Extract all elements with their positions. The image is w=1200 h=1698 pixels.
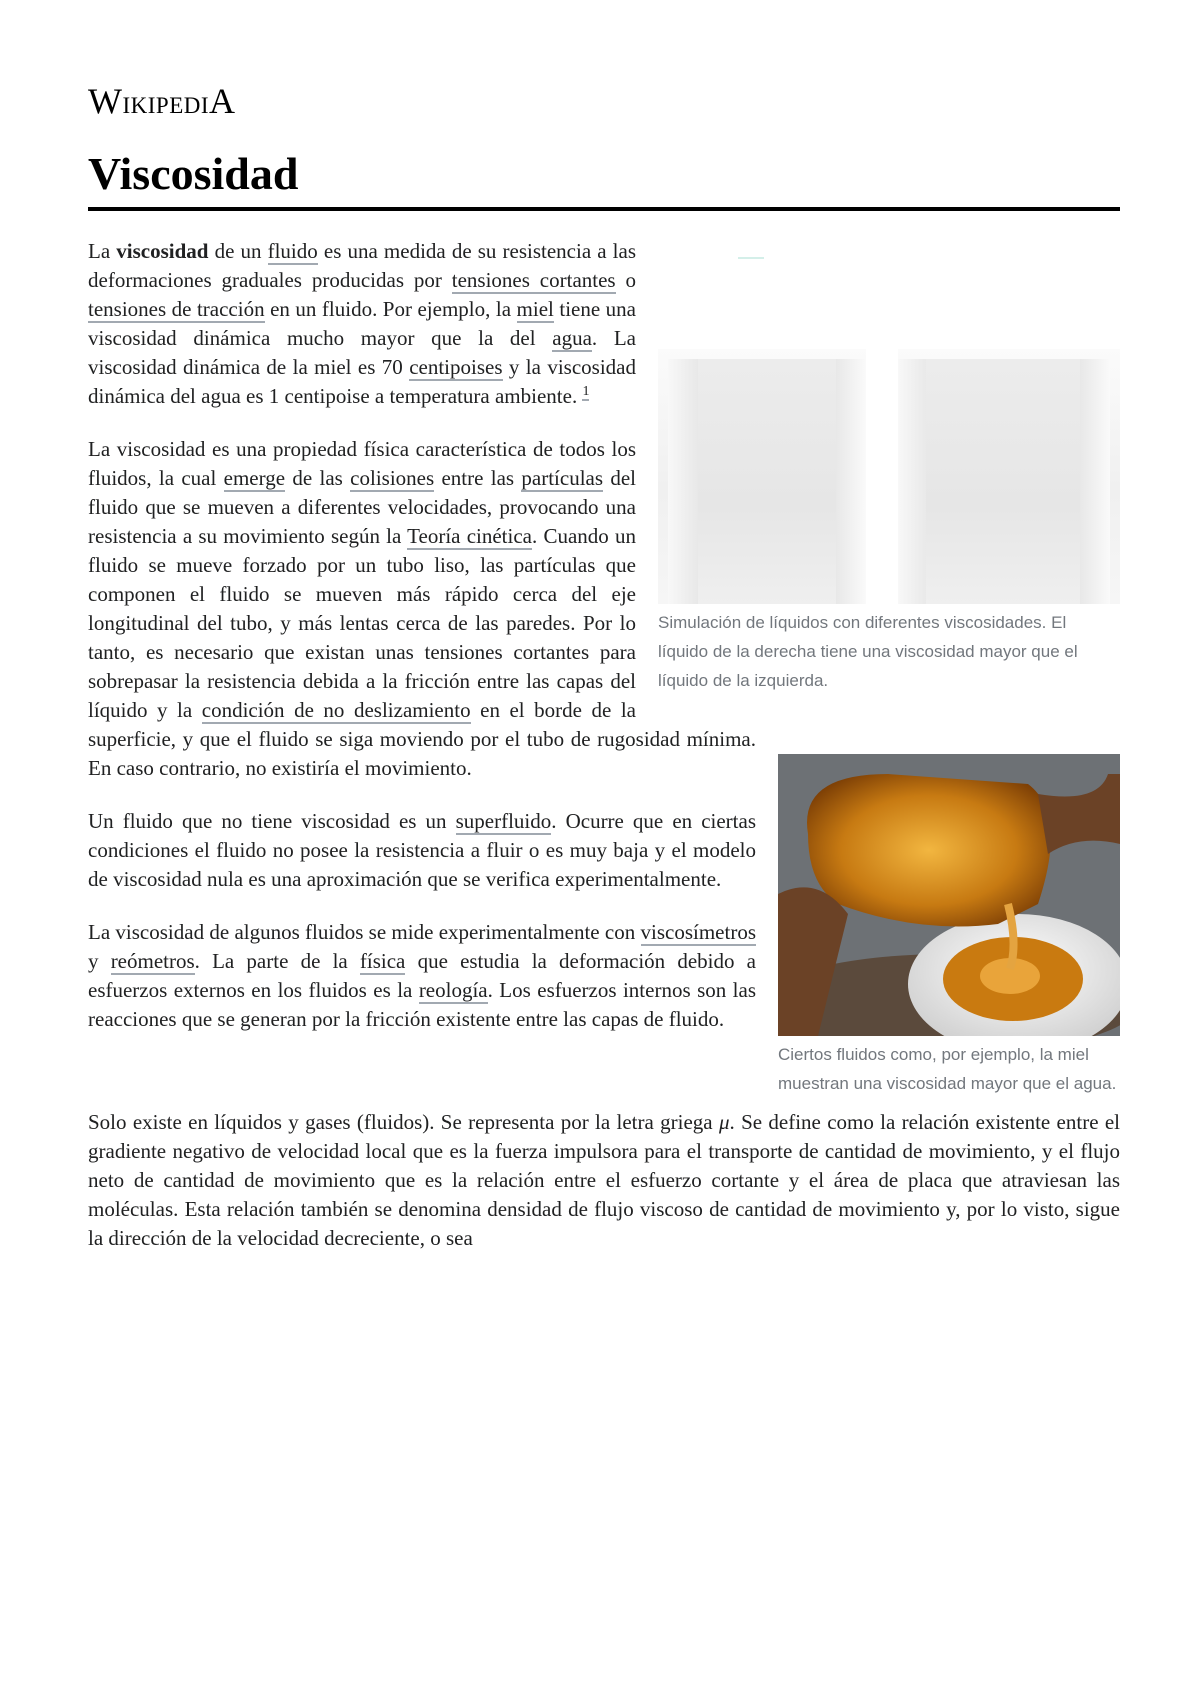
text: de un [208,239,268,263]
container-wall [668,359,698,604]
container-wall [898,359,928,604]
link-reometros[interactable]: reómetros [110,949,195,973]
link-teoria-cinetica[interactable]: Teoría cinética [407,524,532,548]
link-agua[interactable]: agua [552,326,592,350]
text: . La viscosidad dinámica de la miel es 70 [88,326,636,379]
text: y [88,949,111,973]
link-fisica[interactable]: física [359,949,406,973]
container-inner [926,359,1080,604]
paragraph-5 [88,1108,1120,1253]
container-inner [698,359,838,604]
text: . Los esfuerzos internos son las reacciones que se generan por la fricción existente entre las capas de fluido. [88,978,757,1031]
text: del fluido que se mueven a diferentes velocidades, provocando una resistencia a su movimiento según la [88,466,637,548]
text: . Se define como la relación existente entre el gradiente negativo de velocidad local que es la fuerza impulsora para el transporte de cantidad de movimiento, y el flujo neto de cantidad de movimiento que es la relación entre el esfuerzo cortante y el área de placa que atraviesan las moléculas. Esta relación también se denomina densidad de flujo viscoso de cantidad de movimiento y, por lo visto, sigue la dirección de la velocidad decreciente, o sea [88,1110,1121,1250]
link-particulas[interactable]: partículas [521,466,604,490]
text: en un fluido. Por ejemplo, la [264,297,517,321]
text: en el borde de la superficie, y que el fluido se siga moviendo por el tubo de rugosidad mínima. En caso contrario, no existiría el movimiento. [88,698,756,780]
link-tensiones-traccion[interactable]: tensiones de tracción [88,297,265,321]
text: La [88,239,117,263]
text: . Cuando un fluido se mueve forzado por un tubo liso, las partículas que componen el fluido se mueven más rápido cerca del eje longitudinal del tubo, y más lentas cerca de las paredes. Por lo tanto, es necesario que existan unas tensiones cortantes para sobrepasar la resistencia debida a la fricción entre las capas del líquido y la [88,524,637,722]
mu-symbol: μ [718,1110,730,1134]
text: entre las [434,466,522,490]
text: Un fluido que no tiene viscosidad es un [88,809,456,833]
link-viscosimetros[interactable]: viscosímetros [640,920,756,944]
text: Solo existe en líquidos y gases (fluidos). Se representa por la letra griega [88,1110,719,1134]
left-container-image [658,349,866,604]
text: La viscosidad es una propiedad física característica de todos los fluidos, la cual [88,437,636,490]
text: La viscosidad de algunos fluidos se mide experimentalmente con [88,920,641,944]
text: . La parte de la [194,949,360,973]
link-emerge[interactable]: emerge [223,466,286,490]
honey-figure [778,754,1120,1098]
image-artifact [738,257,764,259]
link-colisiones[interactable]: colisiones [350,466,435,490]
container-wall [836,359,866,604]
container-gap [866,349,898,604]
link-centipoises[interactable]: centipoises [409,355,503,379]
link-reologia[interactable]: reología [418,978,488,1002]
text: de las [285,466,351,490]
title-divider [88,207,1120,211]
simulation-figure [658,249,1120,695]
right-container-image [898,349,1120,604]
link-condicion-no-deslizamiento[interactable]: condición de no deslizamiento [201,698,471,722]
text: tiene una viscosidad dinámica mucho mayor que la del [88,297,636,350]
link-tensiones-cortantes[interactable]: tensiones cortantes [451,268,616,292]
honey-caption: Ciertos fluidos como, por ejemplo, la miel muestran una viscosidad mayor que el agua. [778,1045,1117,1093]
text: es una medida de su resistencia a las deformaciones graduales producidas por [88,239,637,292]
text: . Ocurre que en ciertas condiciones el fluido no posee la resistencia a fluir o es muy baja y el modelo de viscosidad nula es una aproximación que se verifica experimentalmente. [88,809,756,891]
container-wall [1080,359,1110,604]
link-superfluido[interactable]: superfluido [455,809,552,833]
text: o [615,268,636,292]
bold-term: viscosidad [116,239,209,263]
reference-1[interactable]: 1 [582,384,590,399]
link-miel[interactable]: miel [516,297,554,321]
honey-illustration [778,754,1120,1036]
text: y la viscosidad dinámica del agua es 1 centipoise a temperatura ambiente. [88,355,636,408]
honey-image[interactable] [778,754,1120,1036]
simulation-image[interactable] [658,249,1120,604]
wikipedia-logo[interactable]: WikipediA [88,81,236,121]
link-fluido[interactable]: fluido [267,239,318,263]
page-title: Viscosidad [88,148,299,199]
text: que estudia la deformación debido a esfuerzos externos en los fluidos es la [88,949,757,1002]
simulation-caption: Simulación de líquidos con diferentes viscosidades. El líquido de la derecha tiene una viscosidad mayor que el líquido de la izquierda. [658,613,1078,690]
